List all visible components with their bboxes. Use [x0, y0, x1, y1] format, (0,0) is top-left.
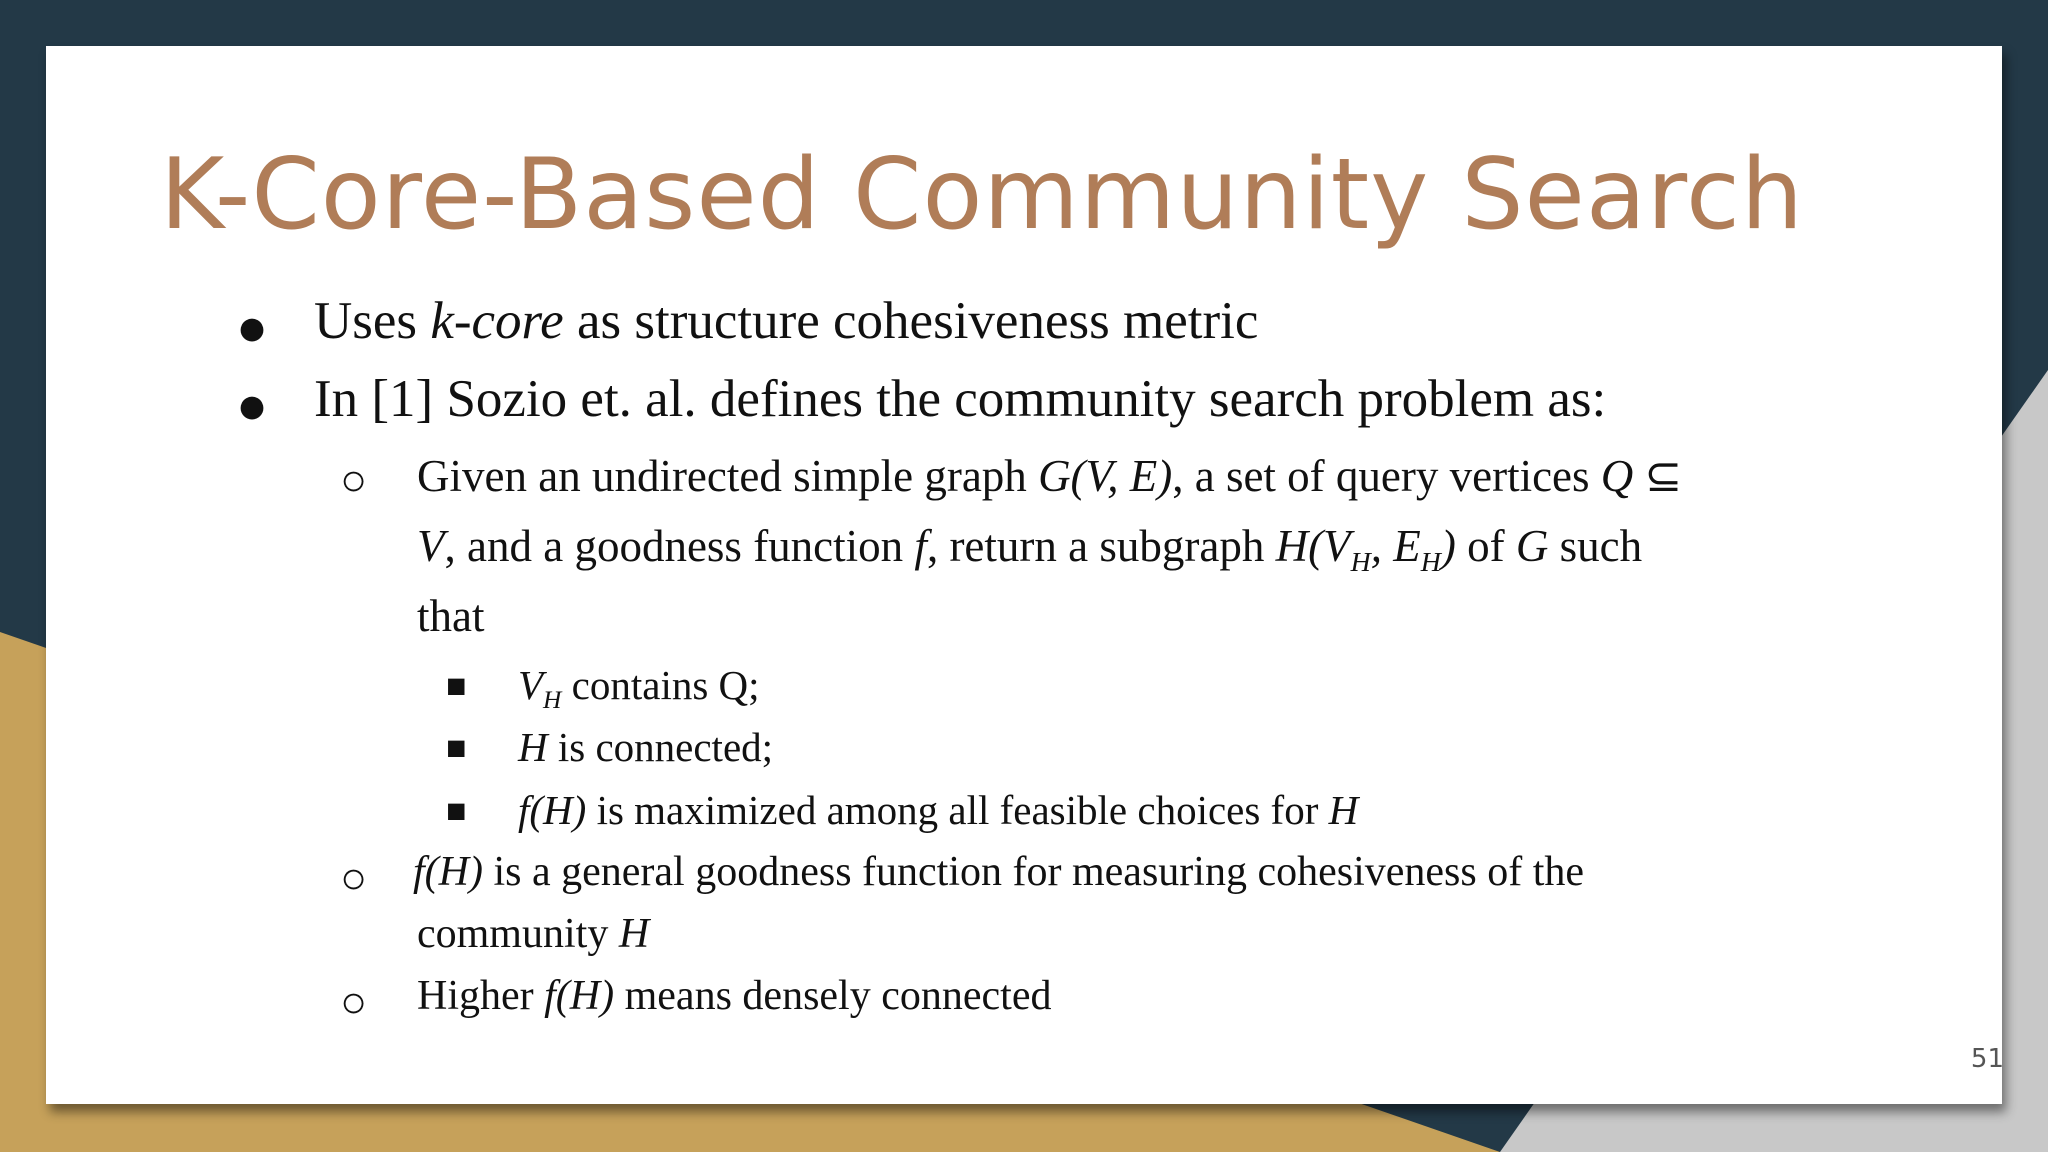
- square-bullet: ■: [446, 668, 467, 705]
- goodness-line-1: f(H) is a general goodness function for measuring cohesiveness of the: [413, 849, 1585, 895]
- sub-bullet-circle: ○: [340, 455, 368, 505]
- bullet-dot: ●: [236, 299, 269, 357]
- sub-bullet-circle: ○: [340, 977, 368, 1027]
- square-bullet: ■: [446, 730, 467, 767]
- condition-connected: H is connected;: [518, 724, 774, 770]
- condition-contains-q: $V_H$ contains Q;: [518, 662, 760, 714]
- bullet-sozio-definition: In [1] Sozio et. al. defines the community search problem as:: [314, 370, 1607, 428]
- problem-line-1: Given an undirected simple graph G(V, E), a set of query vertices Q ⊆: [417, 451, 1683, 501]
- square-bullet: ■: [446, 793, 467, 830]
- page-number: 51: [1970, 1044, 2004, 1074]
- problem-line-2: V, and a goodness function f, return a subgraph $H(V_H$, $E_H$) of G such: [417, 521, 1643, 578]
- problem-line-3: that: [417, 591, 485, 641]
- higher-fh-line: Higher f(H) means densely connected: [417, 973, 1052, 1019]
- slide-title: K-Core-Based Community Search: [160, 138, 1805, 252]
- sub-bullet-circle: ○: [340, 853, 368, 903]
- bullet-dot: ●: [236, 377, 269, 435]
- bullet-uses-kcore: Uses k-core as structure cohesiveness metric: [314, 292, 1259, 350]
- goodness-line-2: community H: [417, 911, 650, 957]
- condition-maximized: f(H) is maximized among all feasible choices for H: [518, 787, 1359, 833]
